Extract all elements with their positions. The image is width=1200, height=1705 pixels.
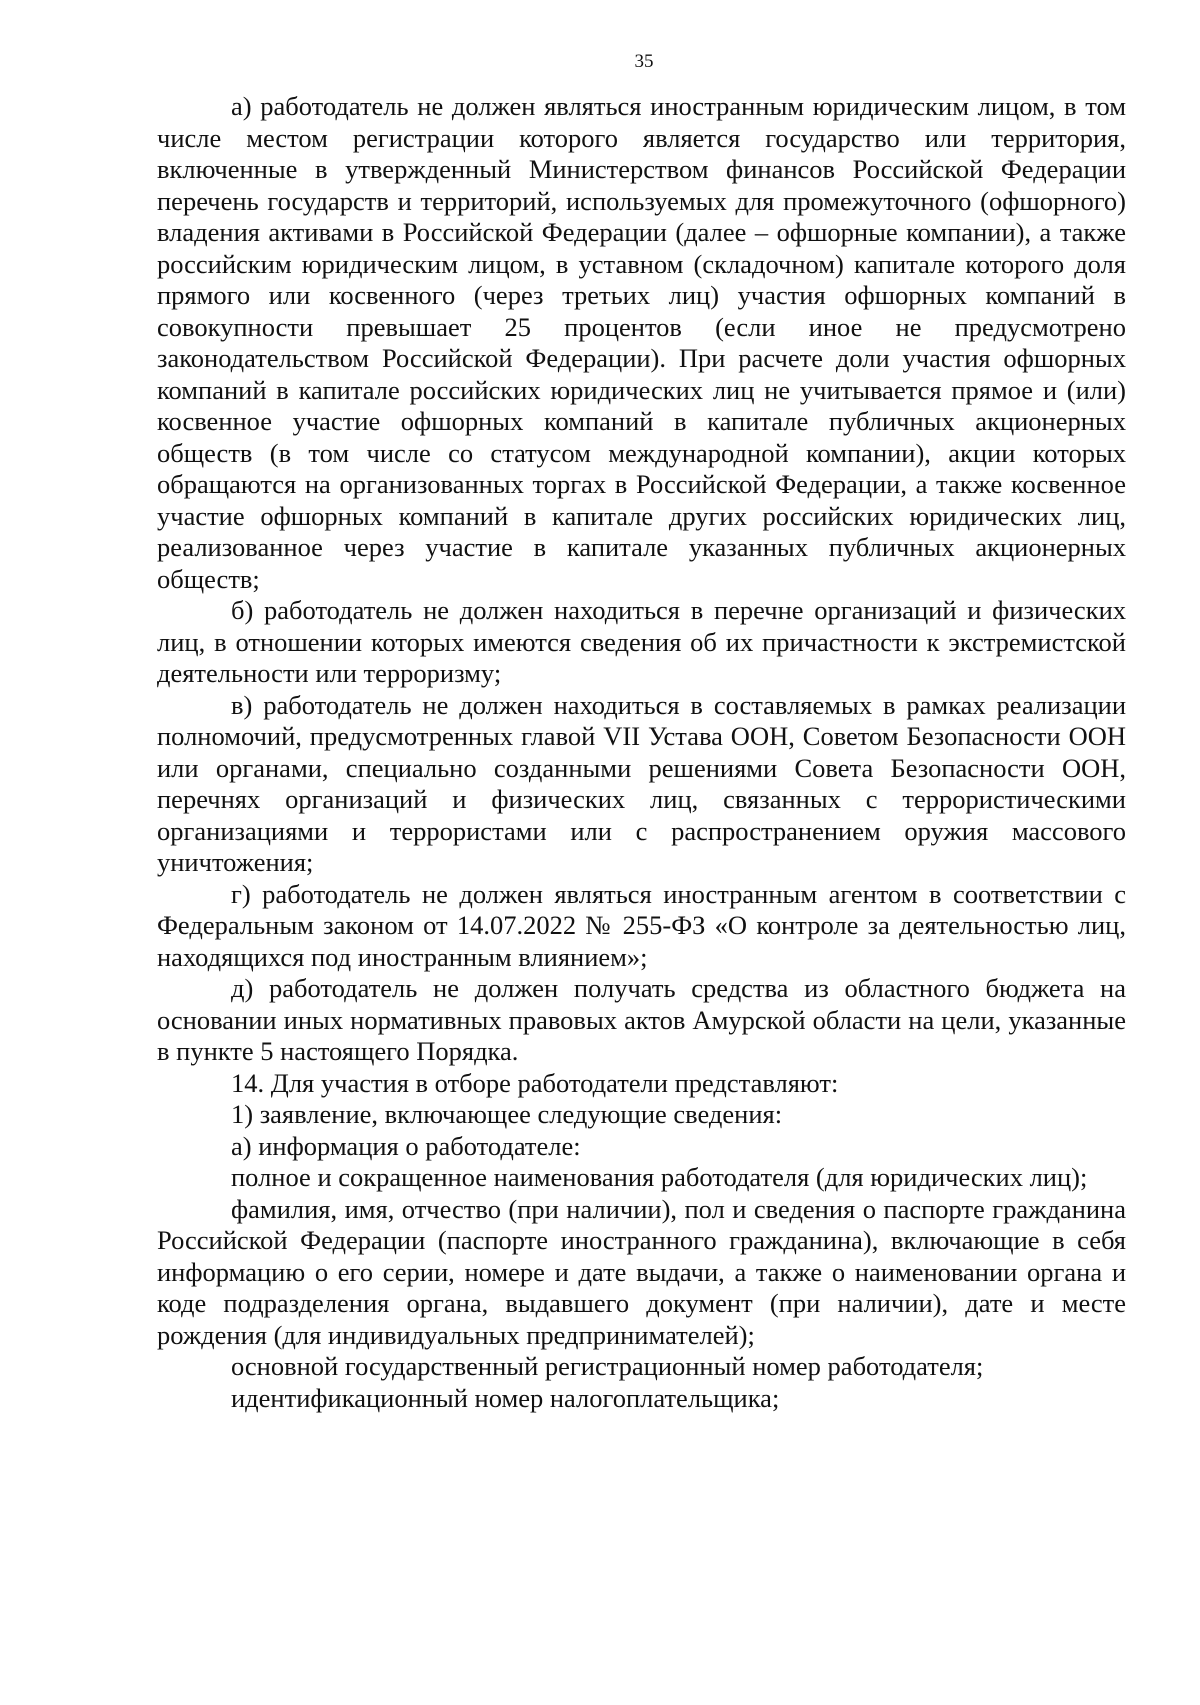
paragraph-ogrn: основной государственный регистрационный номер работодателя; bbox=[231, 1351, 984, 1381]
paragraph-full-name: полное и сокращенное наименования работодателя (для юридических лиц); bbox=[231, 1162, 1088, 1192]
paragraph-passport: фамилия, имя, отчество (при наличии), пол и сведения о паспорте гражданина Российской Федерации (паспорте иностранного гражданина), включающие в себя информацию о его серии, номере и дате выдачи, а также о наименовании органа и коде подразделения органа, выдавшего документ (при наличии), дате и месте рождения (для индивидуальных предпринимателей); bbox=[157, 1193, 1126, 1350]
paragraph-application: 1) заявление, включающее следующие сведения: bbox=[231, 1099, 783, 1129]
document-body bbox=[157, 91, 1126, 1414]
paragraph-inn: идентификационный номер налогоплательщика; bbox=[231, 1382, 780, 1413]
page-number: 35 bbox=[634, 51, 654, 72]
paragraph-section-14: 14. Для участия в отборе работодатели представляют: bbox=[231, 1067, 839, 1098]
paragraph-item-b-extremism: б) работодатель не должен находиться в перечне организаций и физических лиц, в отношении которых имеются сведения об их причастности к экстремистской деятельности или терроризму; bbox=[157, 595, 1126, 688]
paragraph-item-v-un-lists: в) работодатель не должен находиться в составляемых в рамках реализации полномочий, предусмотренных главой VII Устава ООН, Советом Безопасности ООН или органами, специально созданными решениями Совета Безопасности ООН, перечнях организаций и физических лиц, связанных с террористическими организациями и террористами или с распространением оружия массового уничтожения; bbox=[157, 689, 1126, 877]
paragraph-item-g-foreign-agent: г) работодатель не должен являться иностранным агентом в соответствии с Федеральным законом от 14.07.2022 № 255-ФЗ «О контроле за деятельностью лиц, находящихся под иностранным влиянием»; bbox=[157, 878, 1126, 972]
paragraph-item-d-budget: д) работодатель не должен получать средства из областного бюджета на основании иных нормативных правовых актов Амурской области на цели, указанные в пункте 5 настоящего Порядка. bbox=[157, 973, 1126, 1066]
paragraph-item-a-offshore: а) работодатель не должен являться иностранным юридическим лицом, в том числе местом регистрации которого является государство или территория, включенные в утвержденный Министерством финансов Российской Федерации перечень государств и территорий, используемых для промежуточного (офшорного) владения активами в Российской Федерации (далее – офшорные компании), а также российским юридическим лицом, в уставном (складочном) капитале которого доля прямого или косвенного (через третьих лиц) участия офшорных компаний в совокупности превышает 25 процентов (если иное не предусмотрено законодательством Российской Федерации). При расчете доли участия офшорных компаний в капитале российских юридических лиц не учитывается прямое и (или) косвенное участие офшорных компаний в капитале публичных акционерных обществ (в том числе со статусом международной компании), акции которых обращаются на организованных торгах в Российской Федерации, а также косвенное участие офшорных компаний в капитале других российских юридических лиц, реализованное через участие в капитале указанных публичных акционерных обществ; bbox=[157, 91, 1126, 594]
paragraph-employer-info: а) информация о работодателе: bbox=[231, 1130, 581, 1161]
